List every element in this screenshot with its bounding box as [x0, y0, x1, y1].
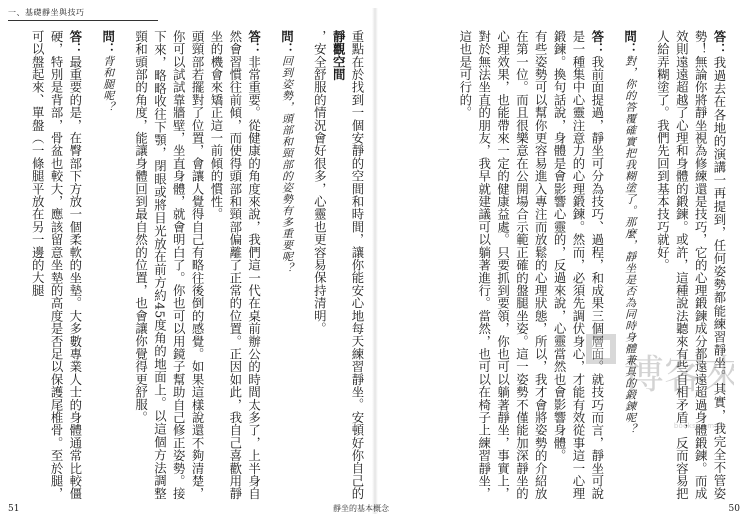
page-number-right: 50 [728, 504, 740, 514]
paragraph [206, 30, 263, 500]
paragraph [98, 30, 117, 500]
qa-marker: 答： [589, 30, 605, 56]
left-page [10, 30, 366, 500]
paragraph [347, 30, 366, 500]
question-text: 回到姿勢，頭部和頸部的姿勢有多重要呢？ [280, 55, 294, 274]
question-text: 對，你的答覆確實把我糊塗了。那麼，靜坐是否為同時身體兼具的鍛鍊呢？ [623, 55, 637, 435]
left-page-text [10, 30, 366, 500]
qa-marker: 問： [622, 30, 638, 56]
watermark-logo-icon [584, 330, 734, 430]
paragraph [131, 30, 206, 500]
body-text: 重點在於找到一個安靜的空間和時間，讓你能安心地每天練習靜坐。安頓好你自己的 [350, 30, 365, 500]
page-number-left: 51 [8, 504, 20, 514]
paragraph [277, 30, 296, 500]
qa-marker: 問： [279, 30, 295, 56]
book-gutter [372, 8, 378, 514]
body-text: 我過去在各地的演講一再提到，任何姿勢都能練習靜坐。其實，我完全不管姿勢！無論你將靜坐視為修練還是技巧，它的心理鍛鍊成分都遠遠超過身體鍛鍊。而成效則遠遠超越了心理和身體的鍛鍊。或許，這種說法聽來有些自相矛盾，反而容易把人給弄糊塗了。我們先回到基本技巧就好。 [655, 30, 727, 500]
running-header: 一、基礎靜坐與技巧 [8, 8, 85, 17]
qa-marker: 答： [712, 30, 727, 57]
body-text: 最重要的是，在臀部下方放一個柔軟的坐墊。大多數專業人士的身體通常比較僵硬，特別是背部，骨盆也較大，應該留意坐墊的高度是否足以保護尾椎骨。至於腿，可以盤起來、單盤（一條腿平放在另一邊的大腿 [30, 30, 83, 500]
header-rule [8, 20, 158, 21]
paragraph [455, 30, 549, 500]
svg-text:博客來: 博客來 [624, 352, 734, 398]
body-text: 非常重要。從健康的角度來說，我們這一代在桌前辦公的時間太多了，上半身自然會習慣往前傾，而使得頭部和頸部偏離了正常的位置。正因如此，我自己喜歡用靜坐的機會來矯正這一前傾的慣性。 [208, 30, 262, 500]
watermark-caption: books.com.tw [673, 422, 726, 430]
body-text: 靜觀空間 [331, 30, 347, 81]
publisher-watermark [584, 330, 734, 430]
qa-marker: 問： [100, 30, 116, 56]
paragraph [328, 30, 347, 500]
paragraph [309, 30, 328, 500]
qa-marker: 答： [246, 30, 262, 56]
body-text: ，安全舒服的情況會好很多，心靈也更容易保持清明。 [312, 30, 328, 335]
qa-marker: 答： [67, 30, 83, 56]
body-text: 我前面提過，靜坐可分為技巧、過程，和成果三個層面。就技巧而言，靜坐可說是一種集中心靈注意力的心理鍛鍊。然而，必須先調伏身心，才能有效從事這一心理鍛鍊。換句話說，身體是會影響心靈的，反過來說，心靈當然也會影響身體。 [552, 30, 605, 500]
body-text: 頭頸部若擺對了位置，會讓人覺得自己有略往後倒的感覺。如果這樣說還不夠清楚，你可以試試靠牆壁，坐直身體，就會明白了。你也可以用鏡子幫助自己修正姿勢。接下來，略略收往下顎，閉眼或將目光放在前方約45度角的地面上。以這個方法調整頸和頭部的角度，能讓身體回到最自然的位置，也會讓你覺得更舒服。 [133, 30, 206, 500]
footer-title: 靜坐的基本概念 [333, 504, 389, 513]
paragraph [27, 30, 84, 500]
question-text: 背和腿呢？ [101, 55, 115, 113]
body-text: 有些姿勢可以幫你更容易進入專注而放鬆的心理狀態，所以，我才會將姿勢的介紹放在第一位。而且很樂意在公開場合示範正確的盤腿坐姿。這一姿勢不僅能加深靜坐的心理效果，也能帶來一定的健康益處。只要抓到要領，你也可以躺著靜坐，事實上，對於無法坐直的朋友，我早就建議可以躺著進行。當然，也可以在椅子上練習靜坐，這也是可行的。 [457, 30, 549, 500]
